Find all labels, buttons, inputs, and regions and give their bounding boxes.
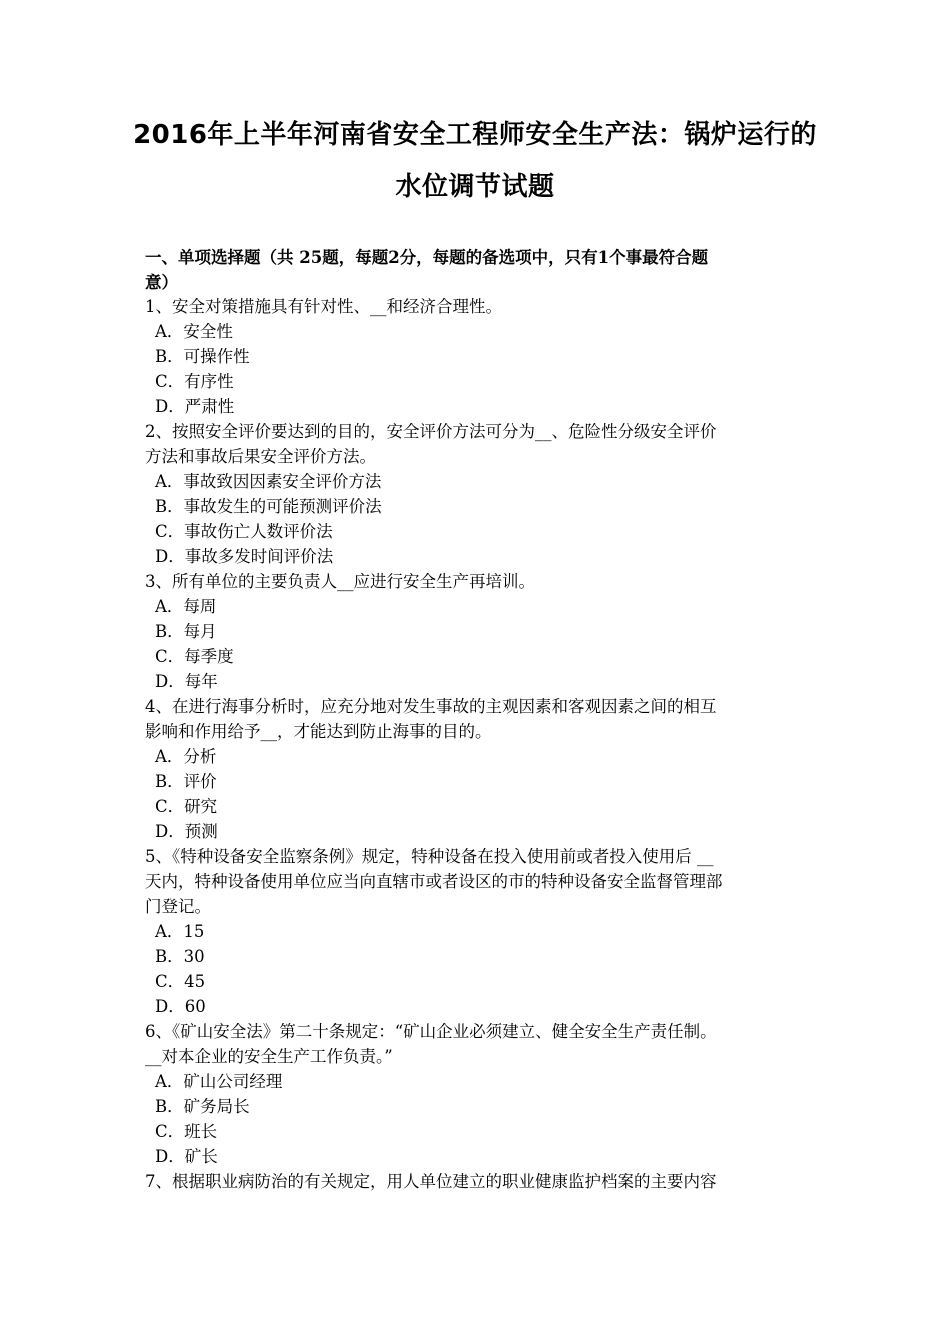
question-item: [145, 844, 810, 1019]
answer-option: C．班长: [155, 1122, 218, 1141]
answer-option: B．矿务局长: [155, 1097, 250, 1116]
answer-option: A．分析: [155, 747, 217, 766]
answer-option: D．每年: [155, 672, 218, 691]
answer-option: B．评价: [155, 772, 217, 791]
answer-option: A．安全性: [155, 322, 233, 341]
question-list: [145, 294, 810, 1194]
question-item: [145, 419, 810, 569]
answer-option: C．每季度: [155, 647, 234, 666]
answer-option: C．研究: [155, 797, 218, 816]
question-text-line: __对本企业的安全生产工作负责。”: [145, 1047, 393, 1066]
question-text-line: 影响和作用给予__，才能达到防止海事的目的。: [145, 722, 492, 741]
answer-option: C．有序性: [155, 372, 234, 391]
answer-option: C．事故伤亡人数评价法: [155, 522, 333, 541]
answer-option: D．60: [155, 997, 206, 1016]
answer-option: C．45: [155, 972, 206, 991]
question-text-line: 天内，特种设备使用单位应当向直辖市或者设区的市的特种设备安全监督管理部: [145, 872, 723, 891]
question-text-line: 1、安全对策措施具有针对性、__和经济合理性。: [145, 297, 502, 316]
question-text-line: 方法和事故后果安全评价方法。: [145, 447, 376, 466]
answer-option: A．15: [155, 922, 205, 941]
question-item: [145, 294, 810, 419]
answer-option: B．事故发生的可能预测评价法: [155, 497, 382, 516]
section-heading: [145, 245, 810, 295]
question-item: [145, 1019, 810, 1169]
question-item: [145, 569, 810, 694]
section-heading-line-1: 一、单项选择题（共 25题，每题2分，每题的备选项中，只有1个事最符合题: [145, 248, 709, 267]
question-text-line: 7、根据职业病防治的有关规定，用人单位建立的职业健康监护档案的主要内容: [145, 1172, 717, 1191]
answer-option: B．30: [155, 947, 205, 966]
question-item: [145, 1169, 810, 1194]
document-title-line-2: 水位调节试题: [395, 172, 555, 202]
question-text-line: 2、按照安全评价要达到的目的，安全评价方法可分为__、危险性分级安全评价: [145, 422, 717, 441]
answer-option: D．严肃性: [155, 397, 235, 416]
question-text-line: 3、所有单位的主要负责人__应进行安全生产再培训。: [145, 572, 535, 591]
answer-option: D．预测: [155, 822, 218, 841]
answer-option: B．可操作性: [155, 347, 250, 366]
answer-option: D．事故多发时间评价法: [155, 547, 334, 566]
document-title-line-1: 2016年上半年河南省安全工程师安全生产法：锅炉运行的: [133, 120, 817, 150]
section-heading-line-2: 意）: [145, 273, 178, 292]
question-item: [145, 694, 810, 844]
question-text-line: 4、在进行海事分析时，应充分地对发生事故的主观因素和客观因素之间的相互: [145, 697, 717, 716]
question-text-line: 5、《特种设备安全监察条例》规定，特种设备在投入使用前或者投入使用后 __: [145, 847, 714, 866]
answer-option: A．矿山公司经理: [155, 1072, 283, 1091]
question-text-line: 6、《矿山安全法》第二十条规定：“矿山企业必须建立、健全安全生产责任制。: [145, 1022, 717, 1041]
answer-option: D．矿长: [155, 1147, 218, 1166]
answer-option: A．每周: [155, 597, 217, 616]
question-text-line: 门登记。: [145, 897, 211, 916]
answer-option: A．事故致因因素安全评价方法: [155, 472, 382, 491]
answer-option: B．每月: [155, 622, 217, 641]
